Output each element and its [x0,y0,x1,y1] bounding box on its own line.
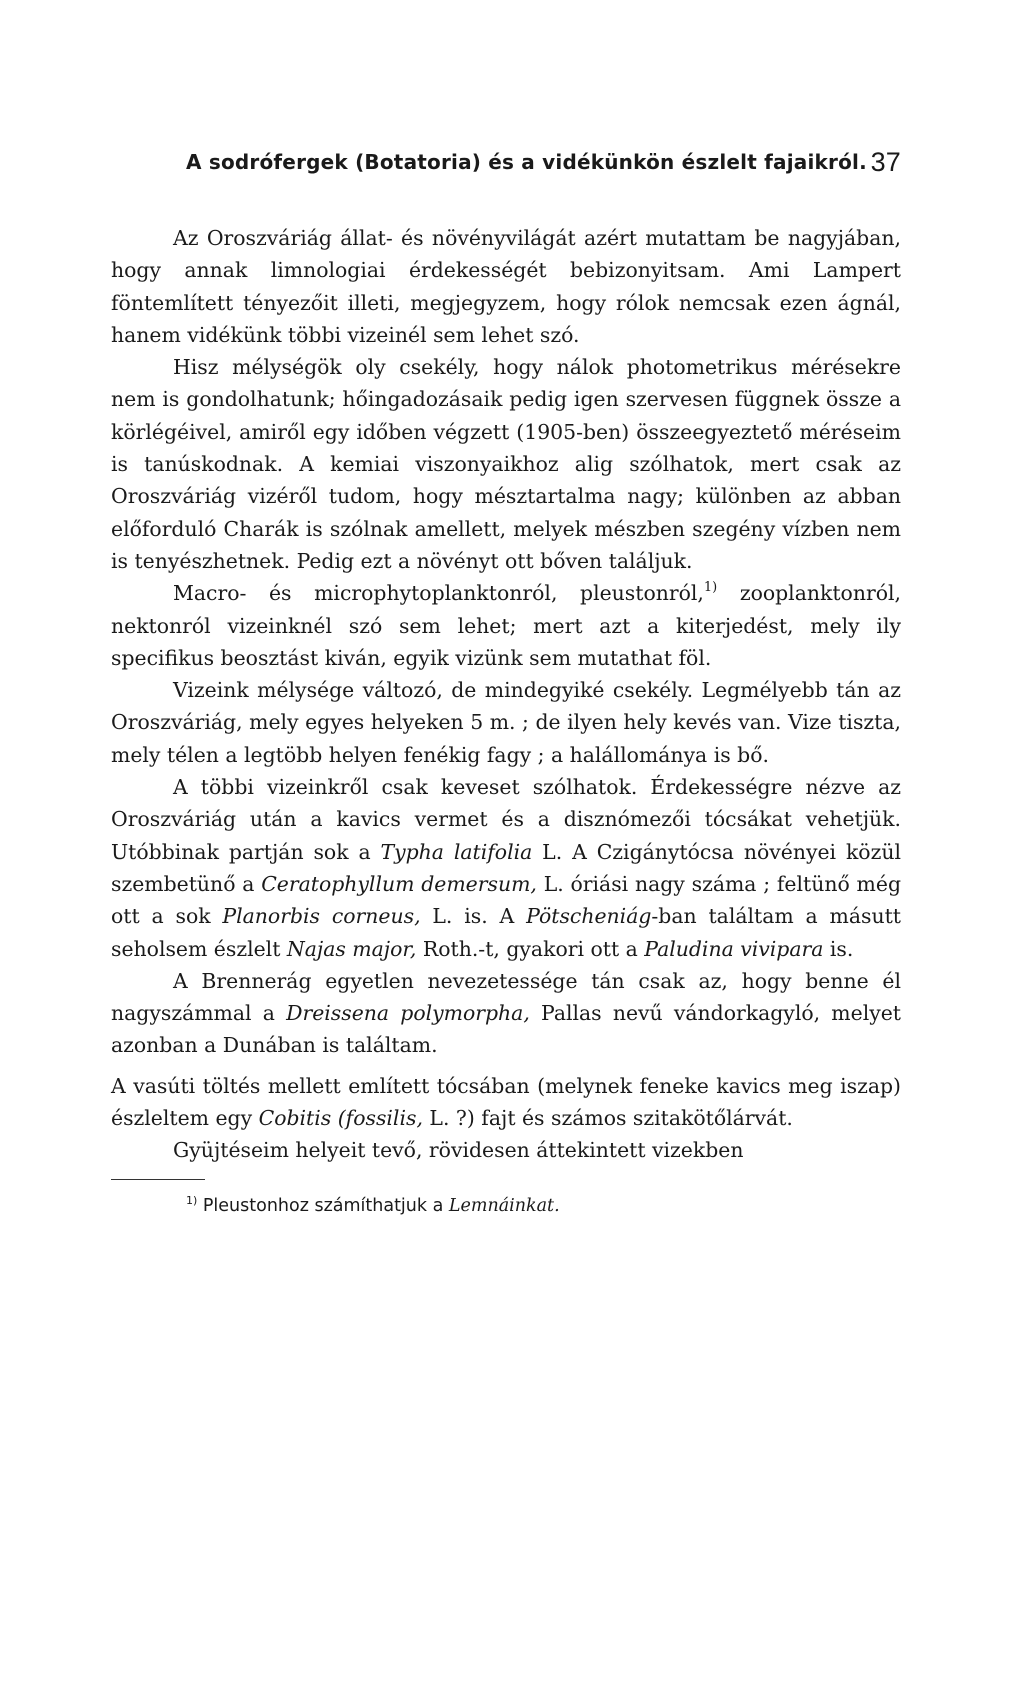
text-run: is. [823,936,854,961]
body-text [111,222,901,1167]
text-run: L. A Czigánytócsa növényei közül szembetünő a [111,839,901,896]
text-run: Gyüjtéseim helyeit tevő, rövidesen áttekintett vizekben [173,1138,744,1163]
footnote [186,1194,901,1218]
italic-text: Dreissena polymorpha, [286,1001,530,1026]
footnote-marker: 1) [186,1193,198,1207]
paragraph [111,222,901,351]
italic-text: Najas major, [286,936,417,961]
paragraph [111,1134,901,1166]
book-page [111,147,901,1218]
page-number: 37 [870,147,901,177]
text-run: A vasúti töltés mellett említett tócsában (melynek feneke kavics meg iszap) észleltem egy [111,1073,901,1131]
text-run: Roth.-t, gyakori ott a [416,936,645,961]
running-head-title: A sodrófergek (Botatoria) és a vidékünkön észlelt fajaikról. [186,150,867,174]
paragraph [111,674,901,771]
text-run: L. óriási nagy száma ; feltünő még ott a sok [111,871,901,929]
italic-text: Planorbis corneus, [222,904,421,929]
italic-text: Lemnáinkat. [448,1195,560,1216]
italic-text: Paludina vivipara [644,936,824,961]
italic-text: Ceratophyllum demersum, [261,871,537,896]
paragraph [111,965,901,1062]
text-run: Az Oroszváriág állat- és növényvilágát azért mutattam be nagyjában, hogy annak limnologiai érdekességét bebizonyitsam. Ami Lampert föntemlített tényezőit illeti, megjegyzem, hogy rólok nemcsak ezen ágnál, hanem vidékünk többi vizeinél sem lehet szó. [111,226,901,347]
text-run: L. ?) fajt és számos szitakötőlárvát. [422,1106,793,1131]
running-head [111,147,901,186]
italic-text: Cobitis (fossilis, [258,1106,423,1131]
paragraph [111,771,901,965]
text-run: A Brennerág egyetlen nevezetessége tán csak az, hogy benne él nagyszámmal a [111,968,901,1026]
text-run: Macro- és microphytoplanktonról, pleustonról, [173,581,704,606]
italic-text: Pötscheniág [526,904,652,929]
paragraph [111,1070,901,1135]
text-run: A többi vizeinkről csak keveset szólhatok. Érdekességre nézve az Oroszváriág után a kavics vermet és a disznómezői tócsákat vehetjük. Utóbbinak partján sok a [111,775,901,864]
text-run: Pleustonhoz számíthatjuk a [197,1195,449,1216]
footnote-divider [111,1179,205,1180]
text-run: Hisz mélységök oly csekély, hogy nálok photometrikus mérésekre nem is gondolhatunk; hőingadozásaik pedig igen szervesen függnek össze a körlégéivel, amiről egy időben végzett (1905-ben) összeegyeztető méréseim is tanúskodnak. A kemiai viszonyaikhoz alig szólhatok, mert csak az Oroszváriág vizéről tudom, hogy mésztartalma nagy; különben az abban előforduló Charák is szólnak amellett, melyek mészben szegény vízben nem is tenyészhetnek. Pedig ezt a növényt ott bőven találjuk. [111,355,901,573]
text-run: zooplanktonról, nektonról vizeinknél szó sem lehet; mert azt a kiterjedést, mely ily specifikus beosztást kiván, egyik vizünk sem mutathat föl. [111,581,901,670]
text-run: Pallas nevű vándorkagyló, melyet azonban a Dunában is találtam. [111,1001,901,1058]
footnote-reference: 1) [703,580,718,596]
text-run: L. is. A [420,904,527,929]
paragraph [111,577,901,674]
paragraph [111,351,901,577]
text-run: Vizeink mélysége változó, de mindegyiké csekély. Legmélyebb tán az Oroszváriág, mely egyes helyeken 5 m. ; de ilyen hely kevés van. Vize tiszta, mely télen a legtöbb helyen fenékig fagy ; a halállománya is bő. [111,678,901,767]
italic-text: Typha latifolia [380,839,533,864]
text-run: -ban találtam a másutt seholsem észlelt [111,904,901,961]
